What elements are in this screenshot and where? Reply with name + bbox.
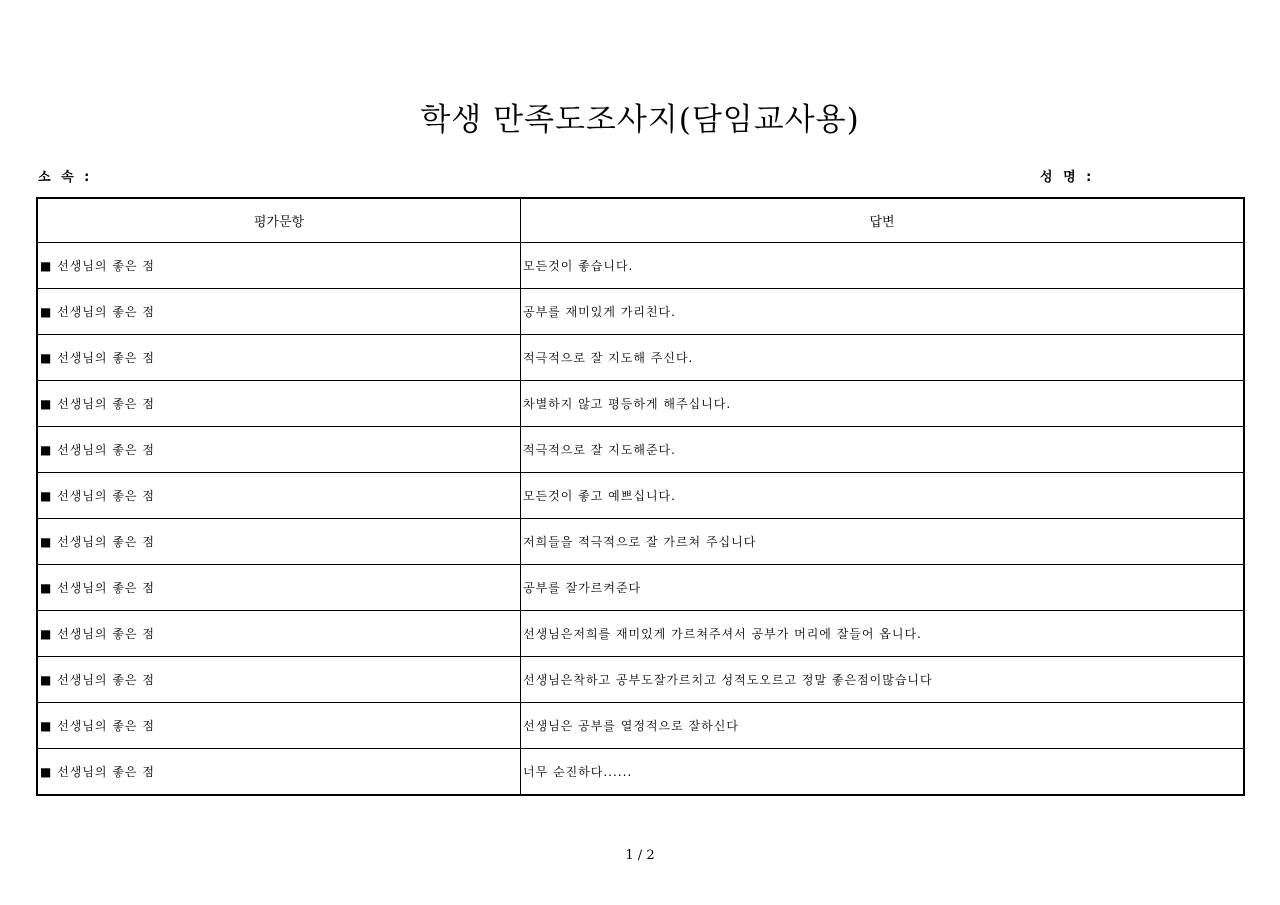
evaluation-item-cell: ■ 선생님의 좋은 점 [37, 565, 521, 611]
answer-cell: 모든것이 좋습니다. [521, 243, 1245, 289]
evaluation-item-cell: ■ 선생님의 좋은 점 [37, 381, 521, 427]
table-row [37, 335, 1244, 381]
evaluation-item-cell: ■ 선생님의 좋은 점 [37, 657, 521, 703]
answer-cell: 너무 순진하다...... [521, 749, 1245, 796]
table-row [37, 611, 1244, 657]
table-row [37, 657, 1244, 703]
header-answer: 답변 [521, 198, 1245, 243]
table-row [37, 243, 1244, 289]
answer-cell: 공부를 재미있게 가리친다. [521, 289, 1245, 335]
table-row [37, 565, 1244, 611]
table-row [37, 703, 1244, 749]
table-row [37, 289, 1244, 335]
evaluation-item-cell: ■ 선생님의 좋은 점 [37, 749, 521, 796]
document-title: 학생 만족도조사지(담임교사용) [420, 102, 860, 138]
answer-cell: 공부를 잘가르켜준다 [521, 565, 1245, 611]
header-evaluation-item: 평가문항 [37, 198, 521, 243]
table-row [37, 749, 1244, 796]
table-row [37, 381, 1244, 427]
table-row [37, 427, 1244, 473]
evaluation-item-cell: ■ 선생님의 좋은 점 [37, 703, 521, 749]
answer-cell: 모든것이 좋고 예쁘십니다. [521, 473, 1245, 519]
page-indicator: 1 / 2 [625, 848, 655, 863]
answer-cell: 차별하지 않고 평등하게 해주십니다. [521, 381, 1245, 427]
table-row [37, 473, 1244, 519]
table-header-row [37, 198, 1244, 243]
answer-cell: 선생님은저희를 재미있게 가르쳐주셔서 공부가 머리에 잘들어 옵니다. [521, 611, 1245, 657]
evaluation-item-cell: ■ 선생님의 좋은 점 [37, 519, 521, 565]
evaluation-item-cell: ■ 선생님의 좋은 점 [37, 427, 521, 473]
affiliation-label: 소 속 : [38, 170, 93, 185]
answer-cell: 선생님은착하고 공부도잘가르치고 성적도오르고 정말 좋은점이많습니다 [521, 657, 1245, 703]
evaluation-item-cell: ■ 선생님의 좋은 점 [37, 243, 521, 289]
answer-cell: 선생님은 공부를 열정적으로 잘하신다 [521, 703, 1245, 749]
evaluation-item-cell: ■ 선생님의 좋은 점 [37, 473, 521, 519]
evaluation-item-cell: ■ 선생님의 좋은 점 [37, 289, 521, 335]
table-row [37, 519, 1244, 565]
answer-cell: 적극적으로 잘 지도해 주신다. [521, 335, 1245, 381]
evaluation-item-cell: ■ 선생님의 좋은 점 [37, 335, 521, 381]
name-label: 성 명 : [1040, 170, 1095, 185]
answer-cell: 적극적으로 잘 지도해준다. [521, 427, 1245, 473]
survey-table [36, 197, 1245, 796]
answer-cell: 저희들을 적극적으로 잘 가르쳐 주십니다 [521, 519, 1245, 565]
evaluation-item-cell: ■ 선생님의 좋은 점 [37, 611, 521, 657]
